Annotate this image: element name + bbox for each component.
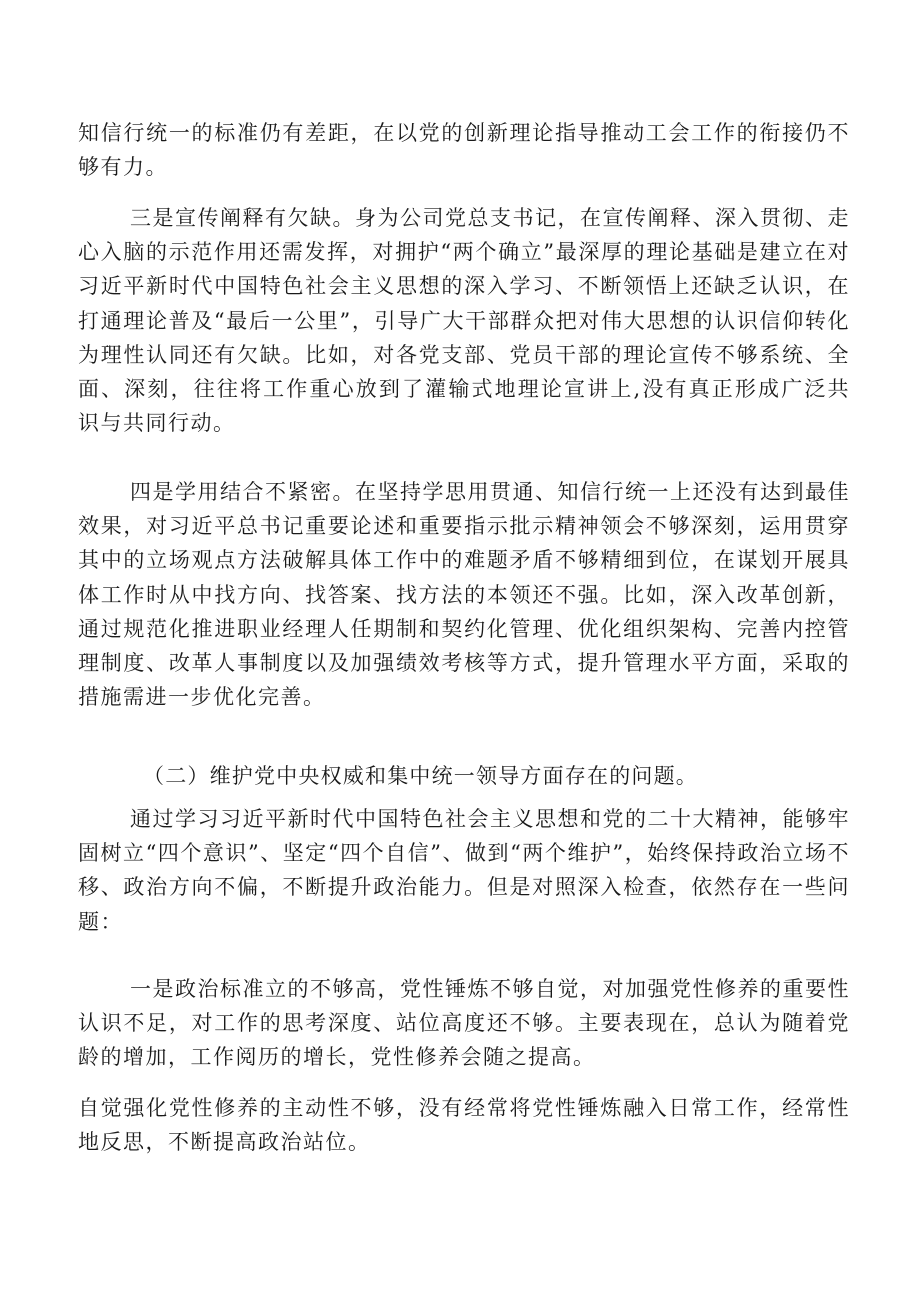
paragraph-publicity: 三是宣传阐释有欠缺。身为公司党总支书记，在宣传阐释、深入贯彻、走心入脑的示范作用还需发挥，对拥护“两个确立”最深厚的理论基础是建立在对习近平新时代中国特色社会主义思想的深入学习、不断领悟上还缺乏认识，在打通理论普及“最后一公里”，引导广大干部群众把对伟大思想的认识信仰转化为理性认同还有欠缺。比如，对各党支部、党员干部的理论宣传不够系统、全面、深刻，往往将工作重心放到了灌输式地理论宣讲上,没有真正形成广泛共识与共同行动。 bbox=[78, 206, 850, 436]
paragraph-continuation: 知信行统一的标准仍有差距，在以党的创新理论指导推动工会工作的衔接仍不够有力。 bbox=[78, 121, 850, 180]
paragraph-party-spirit: 自觉强化党性修养的主动性不够，没有经常将党性锤炼融入日常工作，经常性地反思，不断提高政治站位。 bbox=[78, 1096, 850, 1155]
paragraph-political-standard: 一是政治标准立的不够高，党性锤炼不够自觉，对加强党性修养的重要性认识不足，对工作的思考深度、站位高度还不够。主要表现在，总认为随着党龄的增加，工作阅历的增长，党性修养会随之提高。 bbox=[78, 977, 850, 1070]
section-heading-2: （二）维护党中央权威和集中统一领导方面存在的问题。 bbox=[143, 764, 698, 788]
paragraph-study-overview: 通过学习习近平新时代中国特色社会主义思想和党的二十大精神，能够牢固树立“四个意识”、坚定“四个自信”、做到“两个维护”，始终保持政治立场不移、政治方向不偏，不断提升政治能力。但是对照深入检查，依然存在一些问题： bbox=[78, 807, 850, 934]
paragraph-learning-application: 四是学用结合不紧密。在坚持学思用贯通、知信行统一上还没有达到最佳效果，对习近平总书记重要论述和重要指示批示精神领会不够深刻，运用贯穿其中的立场观点方法破解具体工作中的难题矛盾不够精细到位，在谋划开展具体工作时从中找方向、找答案、找方法的本领还不强。比如，深入改革创新，通过规范化推进职业经理人任期制和契约化管理、优化组织架构、完善内控管理制度、改革人事制度以及加强绩效考核等方式，提升管理水平方面，采取的措施需进一步优化完善。 bbox=[78, 480, 850, 710]
